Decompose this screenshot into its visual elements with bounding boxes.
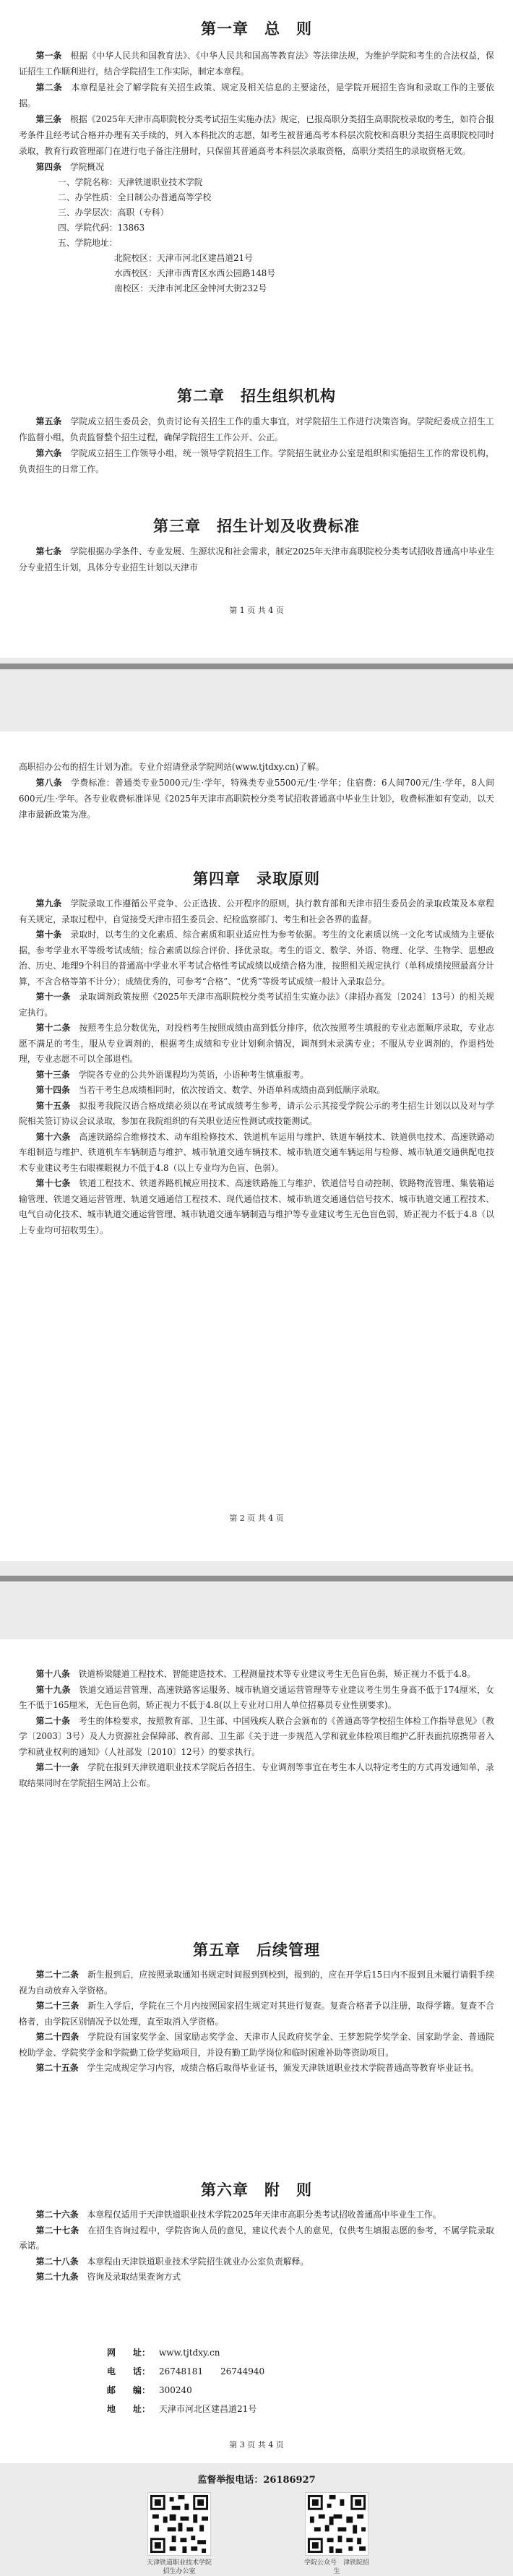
article-29: 第二十九条 咨询及录取结果查询方式 xyxy=(35,2272,181,2282)
qr-code-admissions xyxy=(145,2492,214,2576)
article-5: 第五条 学院成立招生委员会，负责讨论有关招生工作的重大事宜，对学院招生工作进行决策咨询。学院纪委成立招生工作监督小组，负责监督整个招生过程，确保学院招生工作公开、公正。 xyxy=(19,416,494,442)
campus-line: 南校区：天津市河北区金钟河大街232号 xyxy=(114,283,267,293)
article-17: 第十七条 铁道工程技术、铁道养路机械应用技术、高速铁路施工与维护、铁道信号自动控制、铁路物流管理、集装箱运输管理、铁道交通运营管理、轨道交通通信工程技术、现代通信技术、城市轨道交通通信信号技术、城市轨道交通工程技术、电气自动化技术、城市轨道交通运营管理、城市轨道交通车辆制造与维护等专业建议考生无色盲色弱，矫正视力不低于4.8（以上专业均可招收男生）。 xyxy=(19,1178,494,1235)
qr-code-icon xyxy=(147,2492,211,2556)
campus-line: 北院校区：天津市河北区建昌道21号 xyxy=(114,253,253,263)
supervision-hotline: 监督举报电话：26186927 xyxy=(197,2475,316,2486)
article-27: 第二十七条 在招生咨询过程中，学院咨询人员的意见，建议代表个人的意见，仅供考生填报志愿的参考，不属学院录取承诺。 xyxy=(19,2225,494,2251)
contact-website: 网 址： www.tjtdxy.cn xyxy=(0,2343,513,2362)
chapter-2-title: 第二章 招生组织机构 xyxy=(177,387,336,405)
article-9: 第九条 学院录取工作遵循公平竞争、公正选拔、公开程序的原则，执行教育部和天津市招生委员会的录取政策及本章程有关规定，录取过程中，自觉接受天津市招生委员会、纪检监察部门、考生和社会各界的监督。 xyxy=(19,898,494,924)
document-page-3 xyxy=(0,1639,513,2576)
qr-code-icon xyxy=(305,2492,368,2556)
article-11: 第十一条 录取调剂政策按照《2025年天津市高职院校分类考试招生实施办法》（津招办高发〔2024〕13号）的相关规定执行。 xyxy=(19,992,494,1018)
article-13: 第十三条 学院各专业的公共外语课程均为英语，小语种考生慎重报考。 xyxy=(35,1069,309,1080)
article-15: 第十五条 拟报考我院汉语合格成绩必须以在考试成绩考生参考，请示公示其接受学院公示的考生招生计划以以及对与学院相关签订协议会议录取，参加在我院组织的有关职业适应性测试或技能测试。 xyxy=(19,1100,494,1126)
info-line: 一、学院名称：天津铁道职业技术学院 xyxy=(58,177,203,187)
info-line: 五、学院地址： xyxy=(58,238,118,248)
document-page-1 xyxy=(0,0,513,658)
article-8: 第八条 学费标准：普通类专业5000元/生·学年，特殊类专业5500元/生·学年；住宿费：6人间700元/生·学年，8人间600元/生·学年。各专业收费标准详见《2025年天津市高职院校分类考试招收普通高中毕业生计划》，收费标准如有变动，以天津市最新政策为准。 xyxy=(19,778,494,820)
info-line: 三、办学层次：高职（专科） xyxy=(58,207,169,218)
page-separator xyxy=(0,664,513,669)
chapter-3-title: 第三章 招生计划及收费标准 xyxy=(153,517,360,535)
contact-address: 地 址： 天津市河北区建昌道21号 xyxy=(107,2404,257,2414)
document-page-2 xyxy=(0,731,513,1561)
page-2-body xyxy=(19,759,494,823)
info-line: 二、办学性质：全日制公办普通高等学校 xyxy=(58,192,212,202)
qr-caption: 天津铁道职业技术学院招生办公室 xyxy=(146,2559,212,2575)
article-7: 第七条 学院根据办学条件、专业发展、生源状况和社会需求，制定2025年天津市高职院校分类考试招收普通高中毕业生分专业招生计划，具体分专业招生计划以天津市 xyxy=(19,546,494,572)
article-12: 第十二条 按照考生总分数优先，对投档考生按照成绩由高到低分排序，依次按照考生填报的专业志愿顺序录取，专业志愿不满足的考生，服从专业调剂的，根据考生成绩和专业计划剩余情况，调剂到未录满专业；不服从专业调剂的，作退档处理，专业志愿不可以全部退档。 xyxy=(19,1023,494,1064)
page-1-body xyxy=(19,48,494,296)
article-2: 第二条 本章程是社会了解学院有关招生政策、规定及相关信息的主要途径，是学院开展招生咨询和录取工作的主要依据。 xyxy=(19,82,494,108)
page-number: 第 3 页 共 4 页 xyxy=(229,2440,284,2450)
contact-list xyxy=(0,2343,513,2418)
chapter-1-title: 第一章 总 则 xyxy=(201,20,312,38)
article-4: 第四条 学院概况 xyxy=(35,162,105,172)
page-3-body-2 xyxy=(19,1967,494,2077)
page-3-body-3 xyxy=(19,2207,494,2285)
page-1-body-3 xyxy=(19,544,494,575)
article-10: 第十条 录取时，以考生的文化素质、综合素质和职业适应性为参考依据。考生的文化素质以统一文化考试成绩为主要依据，参考学业水平等级考试成绩；综合素质以综合评价、择优录取。考生的语文、数学、外语、物理、化学、生物学、思想政治、历史、地理9个科目的普通高中学业水平考试合格性考试成绩以成绩合格为准，按照相关规定执行（单科成绩按照最高分计算，不含合格等第不计分）；成绩优秀的，可参考“合格”、“优秀”等级考试成绩一般计入录取总分。 xyxy=(19,929,494,987)
article-16: 第十六条 高速铁路综合维修技术、动车组检修技术、铁道机车运用与维护、铁道车辆技术、铁道供电技术、高速铁路动车组制造与维护、铁道机车车辆制造与维护、城市轨道交通车辆技术、城市轨道交通车辆运用与检修、城市轨道交通供配电技术专业建议考生右眼裸眼视力不低于4.8（以上专业均为色盲、色弱）。 xyxy=(19,1131,494,1173)
article-18: 第十八条 铁道桥梁隧道工程技术、智能建造技术、工程测量技术等专业建议考生无色盲色弱，矫正视力不低于4.8。 xyxy=(35,1669,476,1679)
article-28: 第二十八条 本章程由天津铁道职业技术学院招生就业办公室负责解释。 xyxy=(35,2256,309,2267)
campus-line: 水西校区：天津市西青区水西公园路148号 xyxy=(114,268,276,278)
article-6: 第六条 学院成立招生工作领导小组，统一领导学院招生工作。学院招生就业办公室是组织和实施招生工作的常设机构，负责招生的日常工作。 xyxy=(19,448,494,474)
article-21: 第二十一条 学院在报到天津铁道职业技术学院后各招生、专业调剂等事宜在考生本人以特定考生的方式再发通知单，录取结果同时在学院招生网站上公布。 xyxy=(19,1762,494,1788)
page-number: 第 2 页 共 4 页 xyxy=(229,1514,284,1523)
contact-postcode: 邮 编： 300240 xyxy=(107,2385,192,2395)
website-link[interactable]: www.tjtdxy.cn xyxy=(159,2348,220,2358)
article-25: 第二十五条 学生完成规定学习内容，成绩合格后取得毕业证书，颁发天津铁道职业技术学院普通高等教育毕业证书。 xyxy=(35,2063,480,2073)
page-separator xyxy=(0,1576,513,1581)
article-22: 第二十二条 新生报到后，应按照录取通知书规定时间报到到校到，报到的，应在开学后15日内不报到且未履行请假手续视为自动放弃入学资格。 xyxy=(19,1970,494,1996)
qr-code-wechat xyxy=(302,2492,371,2576)
article-26: 第二十六条 本章程仅适用于天津铁道职业技术学院2025年天津市高职分类考试招收普通高中毕业生工作。 xyxy=(35,2210,441,2220)
article-14: 第十四条 当若干考生总成绩相同时，依次按语文、数学、外语单科成绩由高到低顺序录取。 xyxy=(35,1085,386,1095)
info-line: 四、学院代码：13863 xyxy=(58,223,145,233)
article-7-continued: 高职招办公布的招生计划为准。专业介绍请登录学院网站(www.tjtdxy.cn)了解。 xyxy=(19,762,324,772)
article-19: 第十九条 铁道交通运营管理、高速铁路客运服务、城市轨道交通运营管理等专业建议考生男生身高不低于174厘米，女生不低于165厘米，无色盲色弱，矫正视力不低于4.8(以上专业对口用人单位招募员专业性别要求)。 xyxy=(19,1684,494,1710)
chapter-4-title: 第四章 录取原则 xyxy=(193,870,320,888)
contact-phone: 电 话： 26748181 26744940 xyxy=(107,2366,265,2377)
chapter-5-title: 第五章 后续管理 xyxy=(193,1941,320,1959)
qr-caption: 学院公众号 津铁院招生 xyxy=(303,2559,369,2575)
page-2-body-2 xyxy=(19,896,494,1238)
page-3-body xyxy=(19,1667,494,1791)
article-23: 第二十三条 新生入学后，学院在三个月内按照国家招生规定对其进行复查。复查合格者予以注册，取得学籍。复查不合格者，由学院区别情况予以处理，直至取消入学资格。 xyxy=(19,2001,494,2027)
article-1: 第一条 根据《中华人民共和国教育法》、《中华人民共和国高等教育法》等法律法规，为维护学院和考生的合法权益，保证招生工作顺利进行，结合学院招生工作实际，制定本章程。 xyxy=(19,51,494,77)
article-20: 第二十条 考生的体检要求，按照教育部、卫生部、中国残疾人联合会颁布的《普通高等学校招生体检工作指导意见》（教学〔2003〕3号）及人力资源社会保障部、教育部、卫生部《关于进一步规范入学和就业体检项目维护乙肝表面抗原携带者入学和就业权利的通知》（人社部发〔2010〕12号）的要求执行。 xyxy=(19,1715,494,1757)
article-24: 第二十四条 学院设有国家奖学金、国家励志奖学金、天津市人民政府奖学金、王梦恕院学奖学金、国家助学金、普通院校助学金、学院奖学金和学院勤工俭学奖励项目，并设有勤工助学岗位和临时困难补助等资助项目。 xyxy=(19,2032,494,2058)
article-3: 第三条 根据《2025年天津市高职院校分类考试招生实施办法》规定，已报高职分类招生高职院校录取的考生，如符合报考条件且经考试合格并办理有关手续的，列入本科批次的志愿，如考生被普通高考本科层次院校和高职分类招生高职院校同时录取，教育行政管理部门在进行电子备注注册时，只保留其普通高考本科层次录取资格，高职分类招生的录取资格无效。 xyxy=(19,114,494,156)
page-number: 第 1 页 共 4 页 xyxy=(229,606,284,615)
page-1-body-2 xyxy=(19,413,494,477)
chapter-6-title: 第六章 附 则 xyxy=(201,2181,312,2199)
